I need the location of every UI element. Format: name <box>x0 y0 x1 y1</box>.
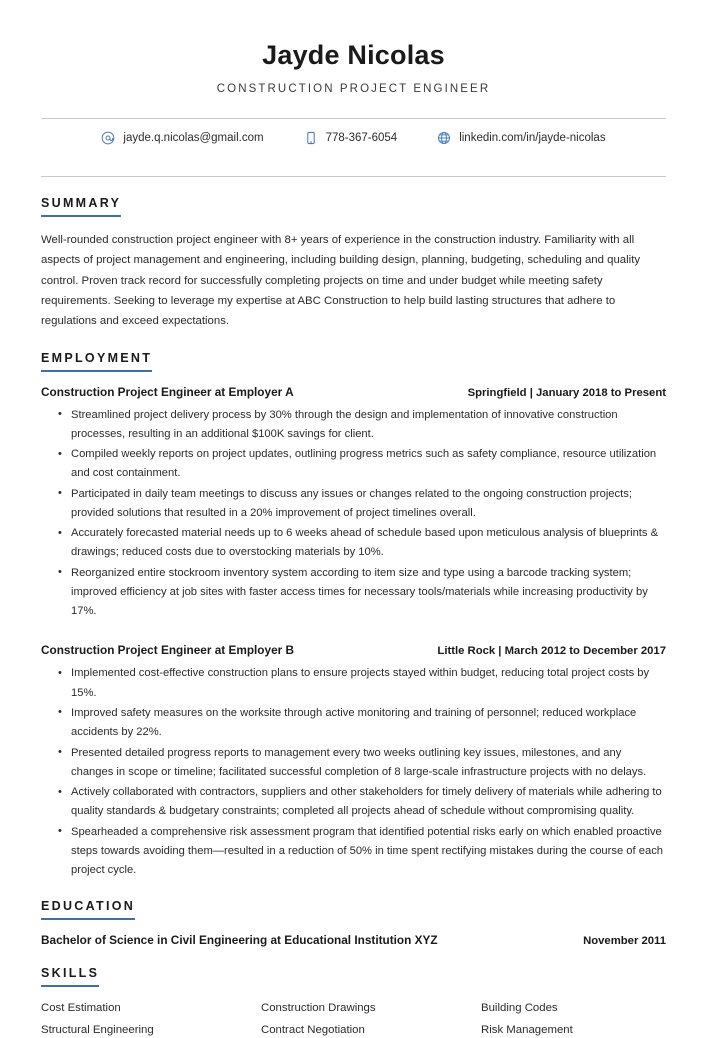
skills-body <box>41 1000 666 1038</box>
section-title-education: EDUCATION <box>41 899 135 920</box>
skill-item: Cost Estimation <box>41 1002 121 1015</box>
list-item: • Compiled weekly reports on project updates, outlining progress metrics such as safety compliance, resource utilization and cost containment. <box>71 445 666 484</box>
section-skills <box>41 964 666 1038</box>
employment-body <box>41 385 666 881</box>
contact-phone-value: 778-367-6054 <box>325 132 398 145</box>
list-item: • Spearheaded a comprehensive risk assessment program that identified potential risks early on which enabled proactive steps towards avoiding them—resulted in a reduction of 50% in time spent rectifying mistakes during the course of each project cycle. <box>71 823 666 881</box>
education-body <box>41 933 666 947</box>
globe-icon <box>437 131 451 145</box>
employment-entry-header <box>41 643 666 657</box>
contact-email[interactable] <box>101 131 263 145</box>
list-item: • Implemented cost-effective construction plans to ensure projects stayed within budget, reducing total project costs by 15%. <box>71 664 666 703</box>
skills-grid <box>41 1000 666 1038</box>
section-education <box>41 897 666 947</box>
contact-email-value: jayde.q.nicolas@gmail.com <box>123 132 264 145</box>
mobile-phone-icon <box>304 131 318 145</box>
contact-linkedin-value: linkedin.com/in/jayde-nicolas <box>459 132 606 145</box>
list-item: • Presented detailed progress reports to management every two weeks outlining key issues, milestones, and any changes in scope or timeline; facilitated successful completion of 8 large-scale infrastructure projects with no delays. <box>71 744 666 783</box>
at-email-icon <box>101 131 115 145</box>
skill-item: Structural Engineering <box>41 1023 154 1036</box>
section-title-summary: SUMMARY <box>41 196 121 217</box>
list-item: • Improved safety measures on the worksite through active monitoring and training of personnel; reduced workplace accidents by 22%. <box>71 704 666 743</box>
list-item: • Reorganized entire stockroom inventory system according to item size and type using a barcode tracking system; improved efficiency at job sites with faster access times for necessary tools/materials while increasing productivity by 17%. <box>71 564 666 622</box>
skill-item: Contract Negotiation <box>261 1023 365 1036</box>
summary-text: Well-rounded construction project engineer with 8+ years of experience in the construction industry. Familiarity with all aspects of project management and engineering, including building design, planning, budgeting, scheduling and quality control. Proven track record for successfully completing projects on time and under budget while meeting safety requirements. Seeking to leverage my expertise at ABC Construction to help build lasting structures that adhere to regulations and exceed expectations. <box>41 234 641 328</box>
contact-row <box>41 119 666 155</box>
employment-role: Construction Project Engineer at Employer A <box>41 384 294 399</box>
resume-header <box>41 0 666 95</box>
skill-item: Risk Management <box>481 1023 573 1036</box>
skill-item: Construction Drawings <box>261 1002 376 1015</box>
page-title: Jayde Nicolas <box>262 40 445 70</box>
employment-entry-header <box>41 385 666 399</box>
education-entry <box>41 933 666 947</box>
skill-item: Building Codes <box>481 1002 558 1015</box>
list-item: • Participated in daily team meetings to discuss any issues or changes related to the ongoing construction projects; provided solutions that resulted in a 20% improvement of project timelines overall. <box>71 485 666 524</box>
employment-entry <box>41 643 666 880</box>
employment-bullets <box>41 406 666 622</box>
employment-bullets <box>41 664 666 880</box>
list-item: • Streamlined project delivery process by 30% through the design and implementation of innovative construction processes, resulting in an additional $100K savings for client. <box>71 406 666 445</box>
education-degree: Bachelor of Science in Civil Engineering at Educational Institution XYZ <box>41 933 438 948</box>
summary-body <box>41 230 666 331</box>
section-summary <box>41 194 666 331</box>
section-employment <box>41 349 666 881</box>
employment-entry <box>41 385 666 622</box>
employment-meta: Springfield | January 2018 to Present <box>467 386 666 399</box>
contact-phone[interactable] <box>304 131 398 145</box>
contact-linkedin[interactable] <box>437 131 605 145</box>
header-divider-bottom <box>41 176 666 177</box>
education-date: November 2011 <box>583 935 666 948</box>
list-item: • Actively collaborated with contractors, suppliers and other stakeholders for timely delivery of materials while adhering to quality standards & budgetary constraints; completed all projects ahead of schedule without compromising quality. <box>71 783 666 822</box>
header-subtitle: CONSTRUCTION PROJECT ENGINEER <box>216 83 491 96</box>
employment-meta: Little Rock | March 2012 to December 2017 <box>437 645 666 658</box>
section-title-employment: EMPLOYMENT <box>41 351 152 372</box>
list-item: • Accurately forecasted material needs up to 6 weeks ahead of schedule based upon meticulous analysis of blueprints & drawings; reduced costs due to overstocking materials by 10%. <box>71 524 666 563</box>
section-title-skills: SKILLS <box>41 966 99 987</box>
employment-role: Construction Project Engineer at Employer B <box>41 643 295 658</box>
